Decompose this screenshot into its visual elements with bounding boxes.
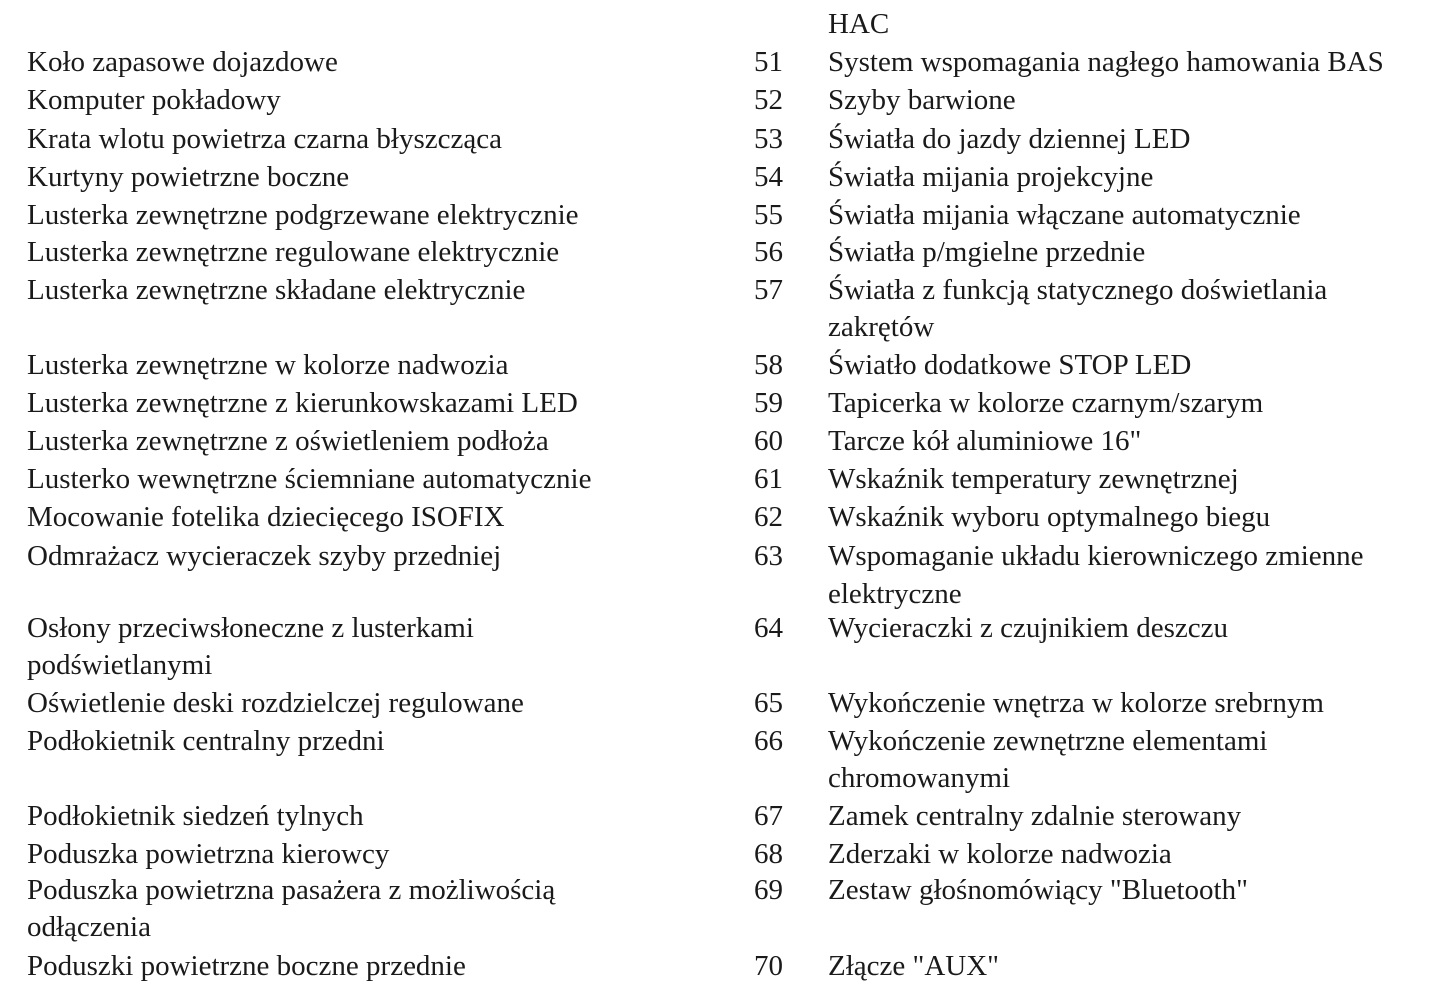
left-item: Lusterka zewnętrzne składane elektrycznie: [27, 274, 526, 306]
right-item: Tarcze kół aluminiowe 16": [828, 425, 1142, 457]
right-item: Światła mijania włączane automatycznie: [828, 199, 1301, 231]
left-item: Krata wlotu powietrza czarna błyszcząca: [27, 123, 503, 155]
right-item: Wspomaganie układu kierowniczego zmienne: [828, 540, 1364, 572]
right-item: Wskaźnik temperatury zewnętrznej: [828, 463, 1239, 495]
item-number: 51: [754, 46, 783, 78]
left-item: Lusterka zewnętrzne regulowane elektrycznie: [27, 236, 560, 268]
left-item: Poduszka powietrzna pasażera z możliwością: [27, 874, 556, 906]
right-item-continuation: HAC: [828, 8, 890, 40]
item-number: 66: [754, 725, 783, 757]
item-number: 54: [754, 161, 783, 193]
item-number: 67: [754, 800, 783, 832]
left-item: Lusterka zewnętrzne z kierunkowskazami LED: [27, 387, 578, 419]
right-item: Światło dodatkowe STOP LED: [828, 349, 1192, 381]
left-item: Lusterka zewnętrzne z oświetleniem podłoża: [27, 425, 549, 457]
left-item: Poduszki powietrzne boczne przednie: [27, 950, 466, 982]
right-item-continuation: elektryczne: [828, 578, 962, 610]
right-item: Wycieraczki z czujnikiem deszczu: [828, 612, 1228, 644]
right-item: Zestaw głośnomówiący "Bluetooth": [828, 874, 1248, 906]
item-number: 55: [754, 199, 783, 231]
item-number: 63: [754, 540, 783, 572]
left-item: Osłony przeciwsłoneczne z lusterkami: [27, 612, 474, 644]
right-item: Tapicerka w kolorze czarnym/szarym: [828, 387, 1264, 419]
item-number: 57: [754, 274, 783, 306]
left-item: Lusterka zewnętrzne podgrzewane elektrycznie: [27, 199, 579, 231]
left-item: Poduszka powietrzna kierowcy: [27, 838, 390, 870]
left-item: Lusterko wewnętrzne ściemniane automatycznie: [27, 463, 592, 495]
right-item: Wykończenie wnętrza w kolorze srebrnym: [828, 687, 1324, 719]
right-item: Szyby barwione: [828, 84, 1016, 116]
left-item: Odmrażacz wycieraczek szyby przedniej: [27, 540, 502, 572]
right-item: Światła p/mgielne przednie: [828, 236, 1146, 268]
left-item-continuation: podświetlanymi: [27, 649, 213, 681]
right-item: Złącze "AUX": [828, 950, 1000, 982]
left-item: Mocowanie fotelika dziecięcego ISOFIX: [27, 501, 505, 533]
item-number: 64: [754, 612, 783, 644]
left-item-continuation: odłączenia: [27, 911, 151, 943]
item-number: 62: [754, 501, 783, 533]
left-item: Lusterka zewnętrzne w kolorze nadwozia: [27, 349, 509, 381]
item-number: 52: [754, 84, 783, 116]
item-number: 60: [754, 425, 783, 457]
left-item: Podłokietnik centralny przedni: [27, 725, 385, 757]
right-item: System wspomagania nagłego hamowania BAS: [828, 46, 1384, 78]
right-item: Zderzaki w kolorze nadwozia: [828, 838, 1172, 870]
right-item: Wskaźnik wyboru optymalnego biegu: [828, 501, 1271, 533]
left-item: Kurtyny powietrzne boczne: [27, 161, 350, 193]
left-item: Komputer pokładowy: [27, 84, 281, 116]
item-number: 69: [754, 874, 783, 906]
item-number: 65: [754, 687, 783, 719]
left-item: Koło zapasowe dojazdowe: [27, 46, 338, 78]
item-number: 59: [754, 387, 783, 419]
item-number: 53: [754, 123, 783, 155]
right-item: Światła mijania projekcyjne: [828, 161, 1154, 193]
left-item: Oświetlenie deski rozdzielczej regulowane: [27, 687, 524, 719]
item-number: 56: [754, 236, 783, 268]
right-item-continuation: chromowanymi: [828, 762, 1011, 794]
right-item: Zamek centralny zdalnie sterowany: [828, 800, 1242, 832]
item-number: 68: [754, 838, 783, 870]
right-item: Wykończenie zewnętrzne elementami: [828, 725, 1268, 757]
item-number: 70: [754, 950, 783, 982]
right-item-continuation: zakrętów: [828, 311, 935, 343]
right-item: Światła do jazdy dziennej LED: [828, 123, 1191, 155]
item-number: 58: [754, 349, 783, 381]
right-item: Światła z funkcją statycznego doświetlania: [828, 274, 1328, 306]
left-item: Podłokietnik siedzeń tylnych: [27, 800, 364, 832]
item-number: 61: [754, 463, 783, 495]
